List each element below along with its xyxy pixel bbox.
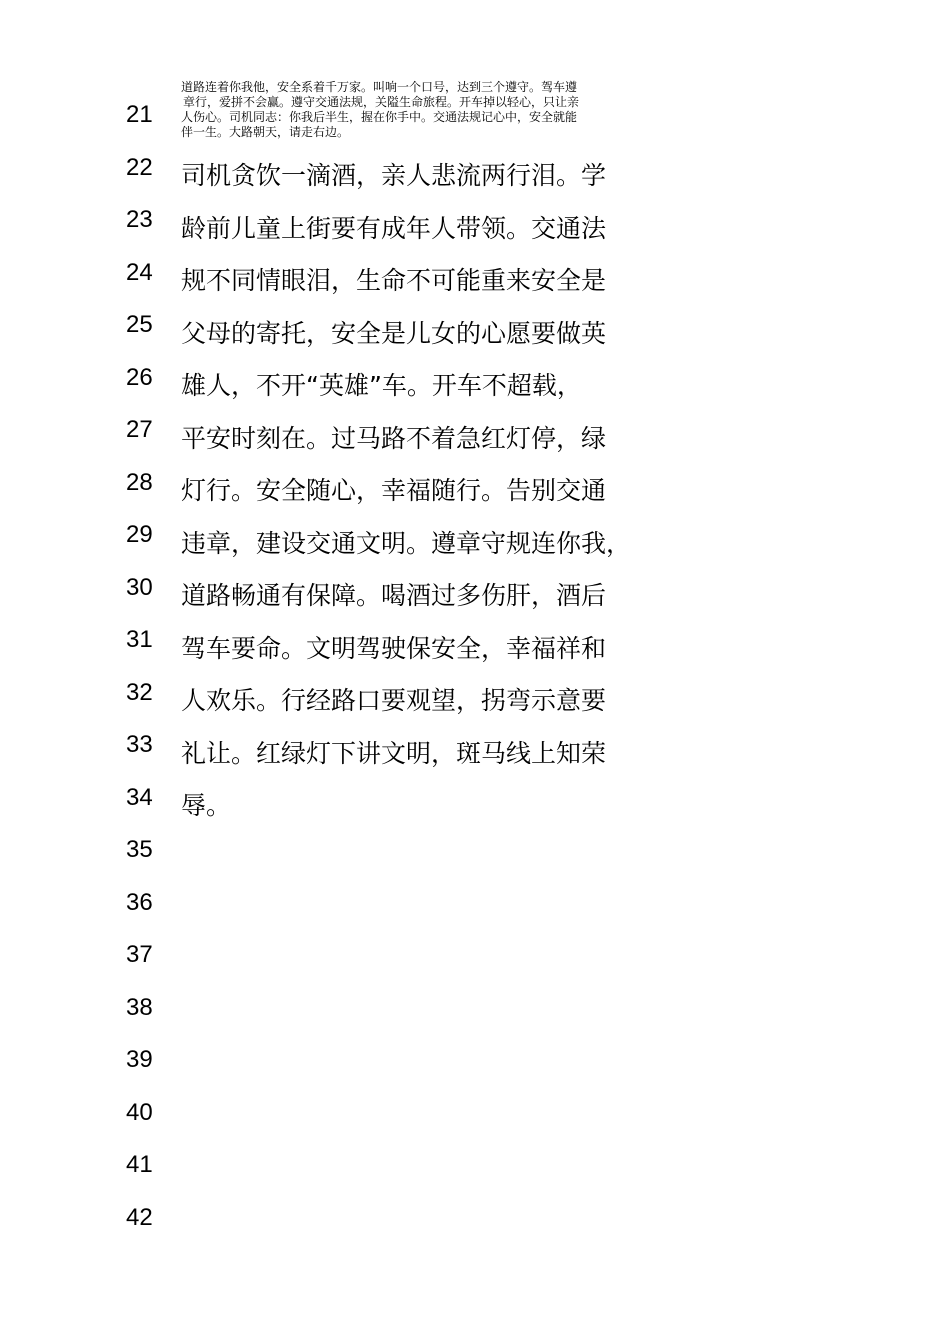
text-line: 人欢乐。行经路口要观望，拐弯示意要 (181, 686, 607, 715)
small-text-line: 伴一生。大路朝天，请走右边。 (181, 125, 350, 139)
line-number: 41 (126, 1151, 153, 1178)
line-number: 33 (126, 731, 153, 758)
line-number: 39 (126, 1046, 153, 1073)
small-text-line: 道路连着你我他，安全系着千万家。叫响一个口号，达到三个遵守。驾车遵 (181, 80, 578, 94)
main-text-paragraph (181, 153, 651, 836)
line-number: 23 (126, 206, 153, 233)
line-number: 31 (126, 626, 153, 653)
small-text-line: 人伤心。司机同志：你我后半生，握在你手中。交通法规记心中，安全就能 (181, 110, 578, 124)
line-number: 37 (126, 941, 153, 968)
line-number: 32 (126, 678, 153, 706)
line-number: 24 (126, 258, 153, 286)
text-line: 礼让。红绿灯下讲文明，斑马线上知荣 (181, 738, 607, 768)
text-line: 司机贪饮一滴酒，亲人悲流两行泪。学 (181, 161, 607, 190)
text-line: 龄前儿童上街要有成年人带领。交通法 (181, 213, 607, 243)
text-line: 道路畅通有保障。喝酒过多伤肝，酒后 (181, 581, 607, 610)
line-number: 26 (126, 363, 153, 391)
line-number: 29 (126, 521, 153, 548)
small-text-line: 章行，爱拼不会赢。遵守交通法规，关隘生命旅程。开车掉以轻心，只让亲 (183, 95, 580, 109)
line-number: 34 (126, 783, 153, 811)
line-number: 22 (126, 153, 153, 181)
line-number: 38 (126, 993, 153, 1021)
text-line: 平安时刻在。过马路不着急红灯停，绿 (181, 423, 607, 453)
line-number: 35 (126, 836, 153, 863)
text-line: 规不同情眼泪，生命不可能重来安全是 (181, 266, 607, 295)
line-number: 21 (126, 101, 153, 128)
text-line: 雄人，不开“英雄”车。开车不超载， (181, 371, 582, 400)
line-number: 40 (126, 1098, 153, 1126)
text-line: 辱。 (181, 791, 232, 820)
small-text-paragraph (181, 80, 631, 140)
text-line: 父母的寄托，安全是儿女的心愿要做英 (181, 318, 607, 348)
line-number: 36 (126, 888, 153, 916)
line-number: 27 (126, 416, 153, 443)
text-line: 灯行。安全随心，幸福随行。告别交通 (181, 476, 607, 505)
line-number: 30 (126, 573, 153, 601)
line-number: 42 (126, 1203, 153, 1231)
text-line: 驾车要命。文明驾驶保安全，幸福祥和 (181, 633, 607, 663)
line-number: 28 (126, 468, 153, 496)
text-line: 违章，建设交通文明。遵章守规连你我， (181, 528, 632, 558)
line-number: 25 (126, 311, 153, 338)
